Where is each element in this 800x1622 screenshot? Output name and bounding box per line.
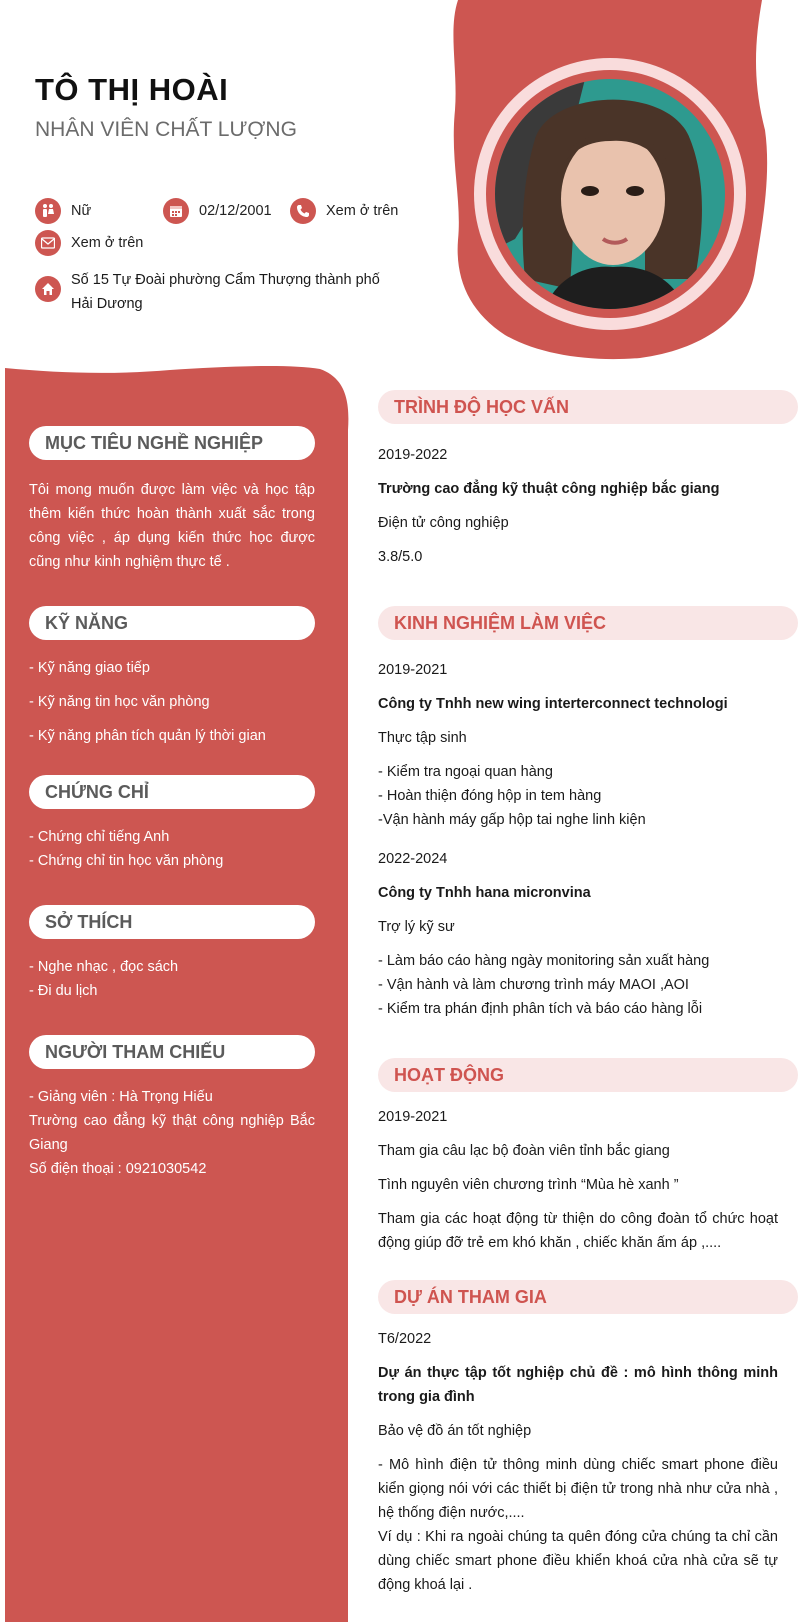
birthdate-row	[163, 198, 272, 224]
education-period: 2019-2022	[378, 447, 448, 463]
address-value: Số 15 Tự Đoài phường Cẩm Thượng thành phố Hải Dương	[71, 272, 380, 312]
phone-row	[290, 198, 398, 224]
activity-item: Tham gia các hoạt động từ thiện do công đoàn tổ chức hoạt động giúp đỡ trẻ em khó khăn , chiếc khăn ấm áp ,....	[378, 1211, 778, 1251]
section-title-activities: HOẠT ĐỘNG	[378, 1058, 798, 1092]
hobby-item: - Nghe nhạc , đọc sách	[29, 959, 179, 975]
job-task: - Làm báo cáo hàng ngày monitoring sản xuất hàng	[378, 953, 710, 969]
section-title-education: TRÌNH ĐỘ HỌC VẤN	[378, 390, 798, 424]
birthdate-value: 02/12/2001	[199, 203, 272, 219]
phone-icon	[290, 198, 316, 224]
skill-item: - Kỹ năng phân tích quản lý thời gian	[29, 728, 266, 744]
skill-item: - Kỹ năng giao tiếp	[29, 660, 150, 676]
email-value: Xem ở trên	[71, 235, 144, 251]
activity-period: 2019-2021	[378, 1109, 448, 1125]
gender-row	[35, 198, 91, 224]
email-row	[35, 230, 143, 256]
job-task: -Vận hành máy gấp hộp tai nghe linh kiện	[378, 812, 646, 828]
education-major: Điện tử công nghiệp	[378, 515, 509, 531]
email-icon	[35, 230, 61, 256]
reference-school: Trường cao đẳng kỹ thật công nghiệp Bắc Giang	[29, 1113, 315, 1153]
phone-value: Xem ở trên	[326, 203, 399, 219]
section-title-hobbies: SỞ THÍCH	[29, 905, 315, 939]
certificate-item: - Chứng chỉ tiếng Anh	[29, 829, 170, 845]
job-task: - Hoàn thiện đóng hộp in tem hàng	[378, 788, 602, 804]
address-row	[35, 268, 395, 316]
education-school: Trường cao đẳng kỹ thuật công nghiệp bắc giang	[378, 481, 720, 497]
gender-icon	[35, 198, 61, 224]
education-gpa: 3.8/5.0	[378, 549, 423, 565]
reference-phone: Số điện thoại : 0921030542	[29, 1161, 207, 1177]
gender-value: Nữ	[71, 203, 92, 219]
job-task: - Vận hành và làm chương trình máy MAOI ,AOI	[378, 977, 689, 993]
activity-item: Tình nguyên viên chương trình “Mùa hè xanh ”	[378, 1177, 679, 1193]
job-company: Công ty Tnhh hana micronvina	[378, 885, 591, 901]
calendar-icon	[163, 198, 189, 224]
section-title-experience: KINH NGHIỆM LÀM VIỆC	[378, 606, 798, 640]
project-period: T6/2022	[378, 1331, 432, 1347]
section-title-objective: MỤC TIÊU NGHỀ NGHIỆP	[29, 426, 315, 460]
job-task: - Kiểm tra phán định phân tích và báo cáo hàng lỗi	[378, 1001, 703, 1017]
project-example: Ví dụ : Khi ra ngoài chúng ta quên đóng cửa chúng ta chỉ cần dùng chiếc smart phone điều khiển khoá cửa nhà cửa sẽ tự động khoá lại .	[378, 1529, 778, 1593]
reference-lecturer: - Giảng viên : Hà Trọng Hiếu	[29, 1089, 213, 1105]
activity-item: Tham gia câu lạc bộ đoàn viên tỉnh bắc giang	[378, 1143, 670, 1159]
project-role: Bảo vệ đồ án tốt nghiệp	[378, 1423, 532, 1439]
project-name: Dự án thực tập tốt nghiệp chủ đề : mô hình thông minh trong gia đình	[378, 1365, 778, 1405]
section-title-skills: KỸ NĂNG	[29, 606, 315, 640]
certificate-item: - Chứng chỉ tin học văn phòng	[29, 853, 224, 869]
section-title-references: NGƯỜI THAM CHIẾU	[29, 1035, 315, 1069]
section-title-projects: DỰ ÁN THAM GIA	[378, 1280, 798, 1314]
section-title-certificates: CHỨNG CHỈ	[29, 775, 315, 809]
hobby-item: - Đi du lịch	[29, 983, 98, 999]
job-company: Công ty Tnhh new wing interterconnect technologi	[378, 696, 728, 712]
skill-item: - Kỹ năng tin học văn phòng	[29, 694, 210, 710]
job-position: Trợ lý kỹ sư	[378, 919, 455, 935]
candidate-name: TÔ THỊ HOÀI	[35, 72, 229, 107]
candidate-role: NHÂN VIÊN CHẤT LƯỢNG	[35, 118, 297, 141]
objective-text: Tôi mong muốn được làm việc và học tập thêm kiến thức hoàn thành xuất sắc trong công việc , áp dụng kiến thức học được cũng như kinh nghiệm thực tế .	[29, 482, 315, 570]
project-description: - Mô hình điện tử thông minh dùng chiếc smart phone điều kiển giọng nói với các thiết bị điện tử trong nhà như cửa nhà , hệ thống điện nước,....	[378, 1457, 778, 1521]
job-task: - Kiểm tra ngoại quan hàng	[378, 764, 553, 780]
home-icon	[35, 276, 61, 302]
job-period: 2022-2024	[378, 851, 448, 867]
job-period: 2019-2021	[378, 662, 448, 678]
avatar	[495, 79, 725, 309]
job-position: Thực tập sinh	[378, 730, 467, 746]
